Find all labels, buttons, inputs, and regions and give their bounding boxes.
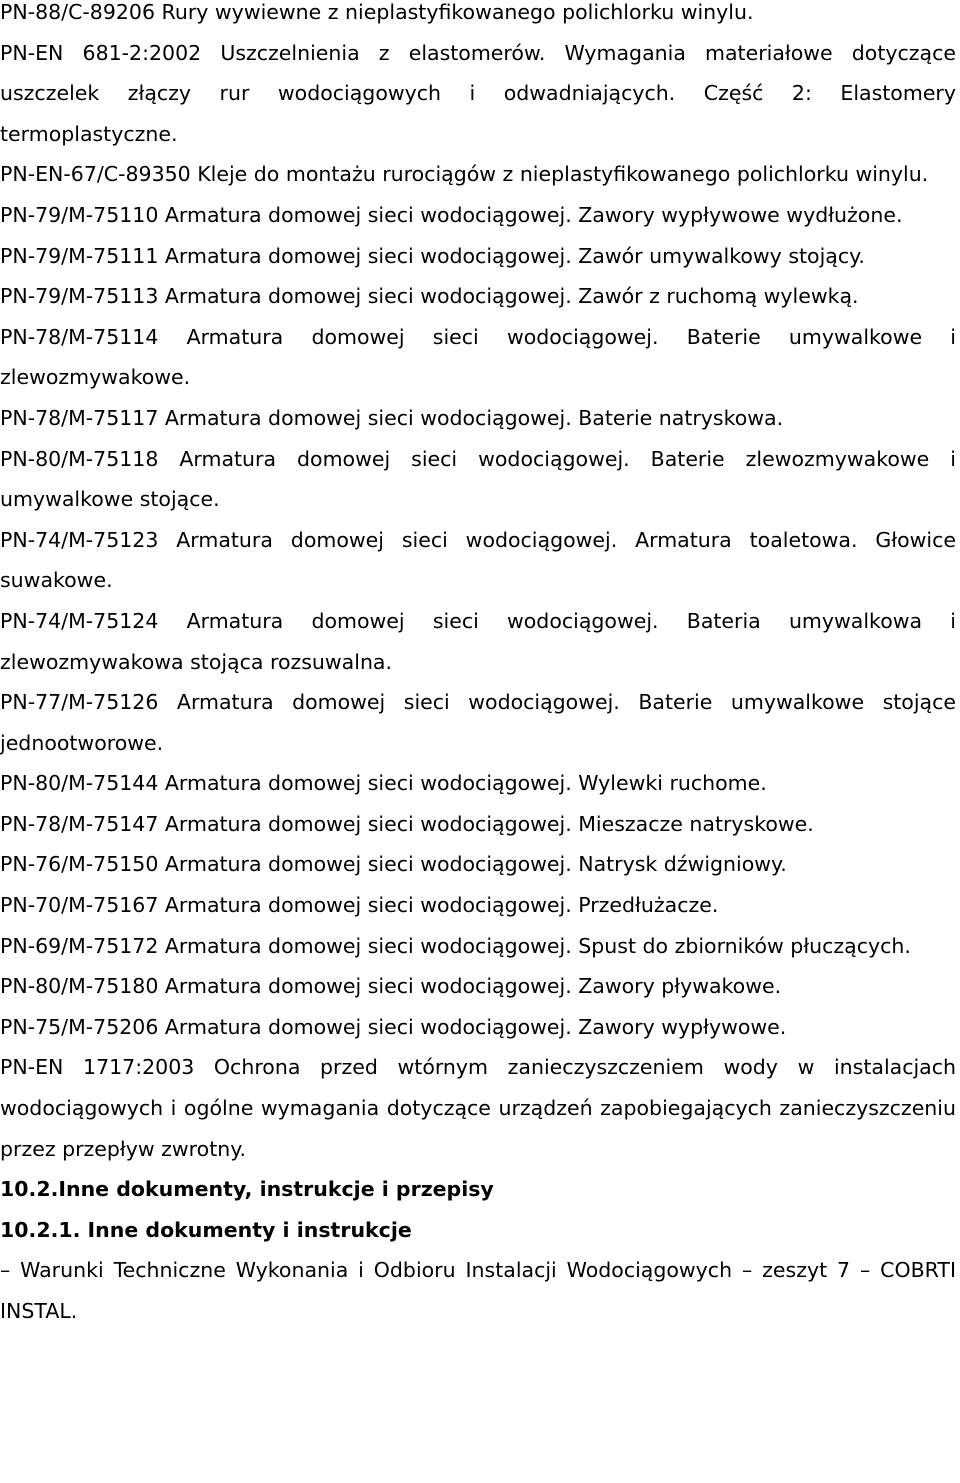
standard-entry: PN-79/M-75113 Armatura domowej sieci wodociągowej. Zawór z ruchomą wylewką.: [0, 284, 859, 309]
standard-entry: PN-EN 1717:2003 Ochrona przed wtórnym zanieczyszczeniem wody w instalacjach wodociągowych i ogólne wymagania dotyczące urządzeń zapobiegających zanieczyszczeniu przez przepływ zwrotny.: [0, 1055, 956, 1161]
standard-entry: PN-75/M-75206 Armatura domowej sieci wodociągowej. Zawory wypływowe.: [0, 1014, 787, 1039]
standard-entry: PN-78/M-75114 Armatura domowej sieci wodociągowej. Baterie umywalkowe i zlewozmywakowe.: [0, 324, 956, 390]
standard-entry: PN-70/M-75167 Armatura domowej sieci wodociągowej. Przedłużacze.: [0, 893, 719, 918]
standard-entry: PN-76/M-75150 Armatura domowej sieci wodociągowej. Natrysk dźwigniowy.: [0, 852, 787, 877]
standard-entry: PN-80/M-75118 Armatura domowej sieci wodociągowej. Baterie zlewozmywakowe i umywalkowe stojące.: [0, 446, 956, 512]
standard-entry: PN-80/M-75180 Armatura domowej sieci wodociągowej. Zawory pływakowe.: [0, 974, 782, 999]
standard-entry: PN-78/M-75117 Armatura domowej sieci wodociągowej. Baterie natryskowa.: [0, 405, 784, 430]
standard-entry: PN-77/M-75126 Armatura domowej sieci wodociągowej. Baterie umywalkowe stojące jednootworowe.: [0, 690, 956, 755]
standard-entry: PN-74/M-75123 Armatura domowej sieci wodociągowej. Armatura toaletowa. Głowice suwakowe.: [0, 527, 956, 593]
subsection-heading: 10.2.1. Inne dokumenty i instrukcje: [0, 1217, 412, 1242]
closing-text: – Warunki Techniczne Wykonania i Odbioru Instalacji Wodociągowych – zeszyt 7 – COBRTI INSTAL.: [0, 1258, 956, 1323]
standard-entry: PN-78/M-75147 Armatura domowej sieci wodociągowej. Mieszacze natryskowe.: [0, 811, 814, 836]
standard-entry: PN-80/M-75144 Armatura domowej sieci wodociągowej. Wylewki ruchome.: [0, 771, 767, 796]
section-heading: 10.2.Inne dokumenty, instrukcje i przepisy: [0, 1177, 494, 1202]
standard-entry: PN-EN 681-2:2002 Uszczelnienia z elastomerów. Wymagania materiałowe dotyczące uszczelek złączy rur wodociągowych i odwadniających. Część 2: Elastomery termoplastyczne.: [0, 40, 956, 146]
standard-entry: PN-74/M-75124 Armatura domowej sieci wodociągowej. Bateria umywalkowa i zlewozmywakowa stojąca rozsuwalna.: [0, 608, 956, 674]
standard-entry: PN-88/C-89206 Rury wywiewne z nieplastyfikowanego polichlorku winylu.: [0, 0, 754, 24]
standard-entry: PN-EN-67/C-89350 Kleje do montażu rurociągów z nieplastyfikowanego polichlorku winylu.: [0, 162, 929, 187]
standard-entry: PN-69/M-75172 Armatura domowej sieci wodociągowej. Spust do zbiorników płuczących.: [0, 933, 911, 958]
standard-entry: PN-79/M-75110 Armatura domowej sieci wodociągowej. Zawory wypływowe wydłużone.: [0, 202, 903, 227]
standard-entry: PN-79/M-75111 Armatura domowej sieci wodociągowej. Zawór umywalkowy stojący.: [0, 243, 865, 268]
